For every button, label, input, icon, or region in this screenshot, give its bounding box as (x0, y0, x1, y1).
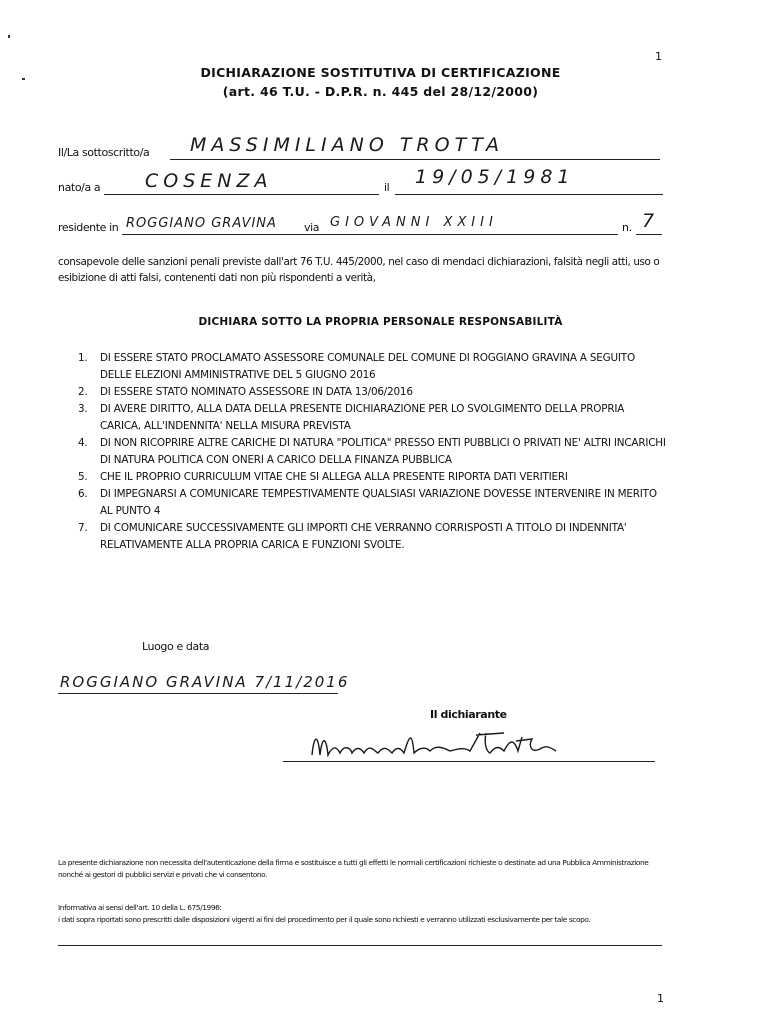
document-title: DICHIARAZIONE SOSTITUTIVA DI CERTIFICAZIONE (200, 65, 561, 80)
residente-line (122, 234, 319, 235)
informativa-line-1: Informativa ai sensi dell'art. 10 della L. 675/1996: (58, 903, 222, 912)
list-item: 1. DI ESSERE STATO PROCLAMATO ASSESSORE COMUNALE DEL COMUNE DI ROGGIANO GRAVINA A SEGUITO DELLE ELEZIONI AMMINISTRATIVE DEL 5 GIUGNO 2016 (78, 352, 635, 381)
data-nascita-line (395, 194, 663, 195)
dichiarante-label: Il dichiarante (430, 708, 507, 721)
signature (300, 725, 600, 765)
nato-label: nato/a a (58, 181, 101, 194)
informativa-line-2: i dati sopra riportati sono prescritti dalle disposizioni vigenti ai fini del procedimento per il quale sono richiesti e verranno utilizzati esclusivamente per tale scopo. (58, 915, 591, 924)
footer-note: La presente dichiarazione non necessita dell'autenticazione della firma e sostituisce a tutti gli effetti le normali certificazioni richieste o destinate ad una Pubblica Amministrazione nonché ai gestori di pubblici servizi e privati che vi consentono. (58, 858, 649, 879)
signature-line (283, 761, 655, 762)
n-label: n. (622, 221, 632, 234)
page-number-top: 1 (655, 50, 662, 63)
list-item: 5. CHE IL PROPRIO CURRICULUM VITAE CHE SI ALLEGA ALLA PRESENTE RIPORTA DATI VERITIERI (78, 471, 568, 483)
list-item: 6. DI IMPEGNARSI A COMUNICARE TEMPESTIVAMENTE QUALSIASI VARIAZIONE DOVESSE INTERVENIRE IN MERITO AL PUNTO 4 (78, 488, 657, 517)
nato-line (104, 194, 379, 195)
sottoscritto-line (170, 159, 660, 160)
list-item: 3. DI AVERE DIRITTO, ALLA DATA DELLA PRESENTE DICHIARAZIONE PER LO SVOLGIMENTO DELLA PROPRIA CARICA, ALL'INDENNITA' NELLA MISURA PREVISTA (78, 403, 625, 432)
luogo-line (58, 693, 338, 694)
data-nascita-value: 19/05/1981 (415, 166, 575, 188)
luogo-value: ROGGIANO GRAVINA 7/11/2016 (60, 673, 350, 691)
residente-label: residente in (58, 221, 119, 234)
dichiara-heading: DICHIARA SOTTO LA PROPRIA PERSONALE RESPONSABILITÀ (198, 316, 563, 328)
sottoscritto-label: Il/La sottoscritto/a (58, 146, 150, 159)
list-item: 4. DI NON RICOPRIRE ALTRE CARICHE DI NATURA "POLITICA" PRESSO ENTI PUBBLICI O PRIVATI NE' ALTRI INCARICHI DI NATURA POLITICA CON ONERI A CARICO DELLA FINANZA PUBBLICA (78, 437, 666, 466)
sottoscritto-value: MASSIMILIANO TROTTA (190, 134, 505, 156)
nato-value: COSENZA (145, 170, 273, 192)
page-number-bottom: 1 (657, 992, 664, 1005)
via-value: GIOVANNI XXIII (330, 215, 498, 230)
via-line (318, 234, 618, 235)
n-line (636, 234, 662, 235)
residente-value: ROGGIANO GRAVINA (126, 216, 277, 231)
luogo-label: Luogo e data (142, 640, 210, 653)
il-label: il (384, 181, 390, 194)
list-item: 2. DI ESSERE STATO NOMINATO ASSESSORE IN DATA 13/06/2016 (78, 386, 413, 398)
dichiarazioni-list (78, 350, 668, 554)
signature-drawing (300, 725, 600, 765)
consapevole-paragraph: consapevole delle sanzioni penali previste dall'art 76 T.U. 445/2000, nel caso di mendaci dichiarazioni, falsità negli atti, uso o esibizione di atti falsi, contenenti dati non più rispondenti a verità, (58, 256, 660, 284)
document-subtitle: (art. 46 T.U. - D.P.R. n. 445 del 28/12/2000) (222, 84, 539, 99)
footer-rule (58, 945, 662, 946)
margin-mark (8, 35, 10, 38)
list-item: 7. DI COMUNICARE SUCCESSIVAMENTE GLI IMPORTI CHE VERRANNO CORRISPOSTI A TITOLO DI INDENNITA' RELATIVAMENTE ALLA PROPRIA CARICA E FUNZIONI SVOLTE. (78, 522, 627, 551)
n-value: 7 (642, 210, 660, 232)
via-label: via (304, 221, 320, 234)
